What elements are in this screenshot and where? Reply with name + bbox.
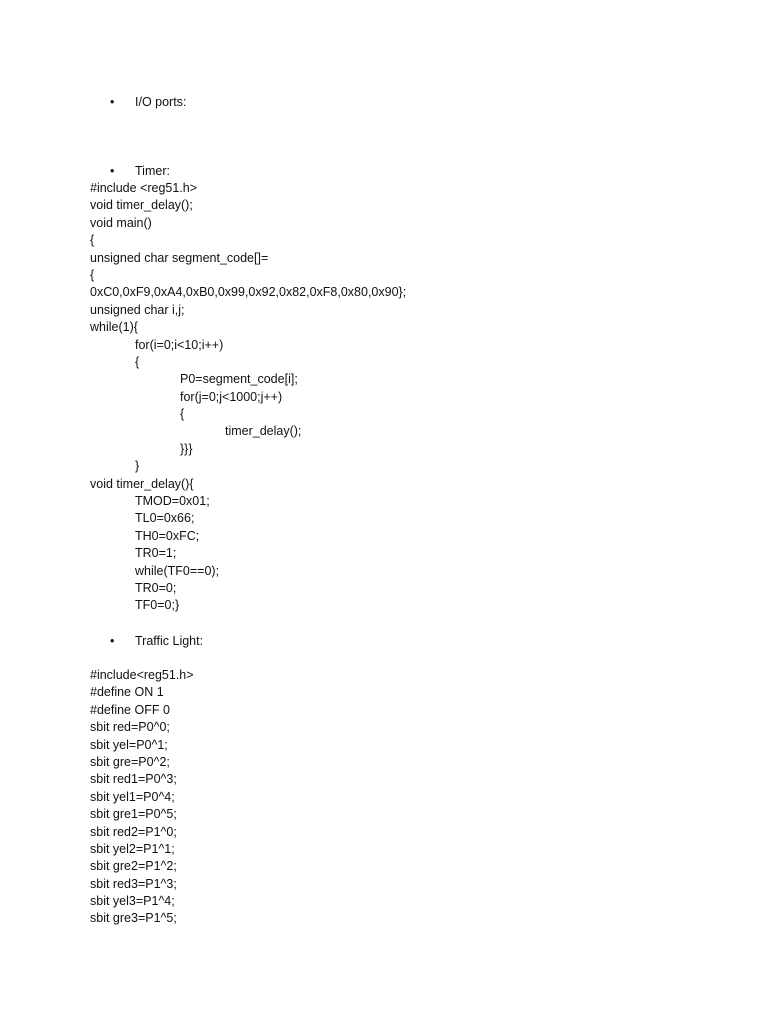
code-line: sbit yel2=P1^1; [90,841,175,856]
code-line: while(TF0==0); [135,563,220,578]
code-line: sbit yel=P0^1; [90,737,168,752]
code-line: sbit red2=P1^0; [90,824,177,839]
code-line: sbit gre=P0^2; [90,754,170,769]
code-line: TR0=1; [135,546,177,561]
code-line: 0xC0,0xF9,0xA4,0xB0,0x99,0x92,0x82,0xF8,0x80,0x90}; [90,285,407,300]
code-line: sbit red1=P0^3; [90,772,177,787]
code-line: #include <reg51.h> [90,181,198,195]
code-line: void main() [90,215,152,230]
code-line: sbit red3=P1^3; [90,876,177,891]
code-line: TR0=0; [135,580,177,595]
code-line: P0=segment_code[i]; [180,372,298,387]
code-line: { [135,354,140,369]
code-line: sbit yel3=P1^4; [90,894,175,909]
code-line: sbit gre2=P1^2; [90,859,177,874]
code-line: unsigned char segment_code[]= [90,250,269,265]
code-line: TMOD=0x01; [135,494,210,509]
traffic-light-code-block [90,667,194,928]
code-line: TL0=0x66; [135,511,195,526]
code-line: sbit gre1=P0^5; [90,807,177,822]
code-line: #define OFF 0 [90,702,170,717]
code-line: TF0=0;} [135,598,180,613]
bullet-icon: • [110,634,115,648]
code-line: sbit red=P0^0; [90,720,170,735]
code-line: timer_delay(); [225,424,302,439]
code-line: for(i=0;i<10;i++) [135,337,224,352]
code-line: sbit yel1=P0^4; [90,789,175,804]
code-line: #define ON 1 [90,685,164,700]
code-line: void timer_delay(){ [90,476,194,491]
code-line: { [90,267,95,282]
bullet-icon: • [110,164,115,178]
code-line: while(1){ [90,320,138,335]
section-heading-traffic-light: Traffic Light: [135,634,204,648]
code-line: }}} [180,441,193,456]
timer-code-block [90,180,406,615]
section-heading-timer: Timer: [135,164,170,178]
code-line: #include<reg51.h> [90,668,194,682]
bullet-icon: • [110,95,115,109]
code-line: for(j=0;j<1000;j++) [180,389,283,404]
code-line: void timer_delay(); [90,198,193,213]
code-line: TH0=0xFC; [135,528,200,543]
code-line: sbit gre3=P1^5; [90,911,177,926]
code-line: } [135,459,140,474]
code-line: { [90,233,95,248]
code-line: unsigned char i,j; [90,302,185,317]
code-line: { [180,407,185,422]
section-heading-io-ports: I/O ports: [135,95,187,109]
